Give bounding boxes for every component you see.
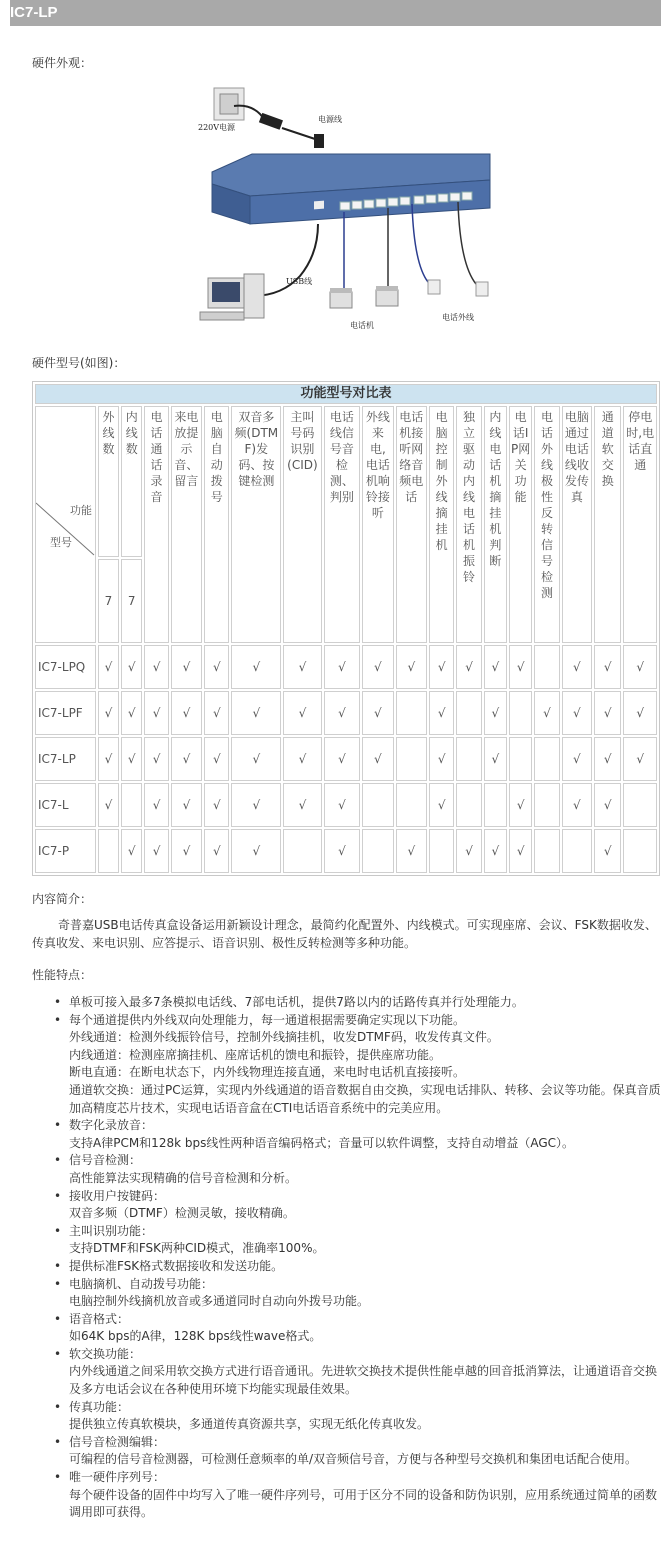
comparison-table-wrap — [32, 381, 660, 876]
feature-mark-cell: √ — [324, 691, 360, 735]
feature-title: 数字化录放音： — [69, 1118, 154, 1133]
feature-mark-cell: √ — [484, 737, 507, 781]
feature-mark-cell — [623, 829, 657, 873]
feature-detail: 提供独立传真软模块，多通道传真资源共享，实现无纸化传真收发。 — [69, 1417, 430, 1432]
feature-mark-cell: √ — [429, 691, 454, 735]
table-title: 功能型号对比表 — [35, 384, 657, 404]
feature-mark-cell: √ — [623, 645, 657, 689]
feature-mark-cell: √ — [562, 691, 592, 735]
feature-mark-cell: √ — [362, 691, 393, 735]
feature-item — [52, 1399, 662, 1434]
feature-mark-cell: √ — [594, 691, 621, 735]
feature-mark-cell: √ — [509, 783, 532, 827]
bullet-icon: • — [54, 995, 62, 1009]
model-cell: IC7-LP — [35, 737, 96, 781]
feature-mark-cell: √ — [171, 829, 202, 873]
model-cell: IC7-P — [35, 829, 96, 873]
feature-mark-cell: √ — [324, 829, 360, 873]
bullet-icon: • — [54, 1434, 62, 1449]
feature-detail: 支持A律PCM和128k bps线性两种语音编码格式；音量可以软件调整，支持自动增益（AGC）。 — [69, 1135, 575, 1150]
phone-icon — [330, 288, 352, 308]
feature-mark-cell: √ — [283, 783, 322, 827]
page-title: IC7-LP — [10, 0, 661, 26]
feature-detail: 外线通道：检测外线振铃信号，控制外线摘挂机，收发DTMF码，收发传真文件。 — [69, 1030, 499, 1045]
feature-mark-cell — [534, 737, 559, 781]
bullet-icon: • — [54, 1346, 62, 1361]
feature-detail: 断电直通：在断电状态下，内外线物理连接直通，来电时电话机直接接听。 — [69, 1065, 466, 1080]
feature-mark-cell — [534, 829, 559, 873]
feature-mark-cell: √ — [98, 783, 119, 827]
feature-detail: 内外线通道之间采用软交换方式进行语音通讯。先进软交换技术提供性能卓越的回音抵消算法，让通道语音交换及多方电话会议在各种使用环境下均能实现最佳效果。 — [69, 1364, 658, 1397]
feature-detail: 双音多频（DTMF）检测灵敏，接收精确。 — [69, 1206, 295, 1221]
feature-title: 软交换功能： — [69, 1346, 142, 1361]
feature-mark-cell: √ — [484, 645, 507, 689]
bullet-icon: • — [54, 1188, 62, 1203]
feature-mark-cell: √ — [594, 829, 621, 873]
feature-mark-cell: √ — [396, 645, 427, 689]
bullet-icon: • — [54, 1153, 62, 1168]
feature-mark-cell: √ — [231, 783, 281, 827]
feature-mark-cell — [534, 645, 559, 689]
bullet-icon: • — [54, 1258, 62, 1273]
table-row — [35, 829, 657, 873]
feature-mark-cell: √ — [121, 645, 142, 689]
model-cell: IC7-L — [35, 783, 96, 827]
feature-item — [52, 1223, 662, 1258]
feature-mark-cell — [121, 783, 142, 827]
feature-mark-cell — [623, 783, 657, 827]
feature-mark-cell: √ — [429, 737, 454, 781]
performance-label: 性能特点： — [32, 968, 93, 982]
feature-mark-cell — [396, 691, 427, 735]
feature-mark-cell: √ — [144, 829, 168, 873]
feature-mark-cell: √ — [204, 691, 229, 735]
feature-title: 唯一硬件序列号： — [69, 1470, 166, 1485]
feature-mark-cell — [429, 829, 454, 873]
column-header: 双音多频(DTMF)发码、按键检测 — [231, 406, 281, 643]
feature-mark-cell: √ — [623, 691, 657, 735]
feature-mark-cell: √ — [121, 691, 142, 735]
phone-icon — [376, 286, 398, 306]
feature-mark-cell: √ — [562, 737, 592, 781]
feature-mark-cell: √ — [98, 691, 119, 735]
feature-mark-cell: √ — [144, 645, 168, 689]
feature-mark-cell: √ — [171, 783, 202, 827]
column-header: 独立驱动内线电话机振铃 — [456, 406, 481, 643]
feature-mark-cell: √ — [594, 737, 621, 781]
feature-mark-cell: √ — [171, 737, 202, 781]
outside-line-label: 电话外线 — [442, 313, 474, 322]
feature-mark-cell: √ — [144, 783, 168, 827]
power-cable-label: 电源线 — [318, 115, 342, 124]
column-header: 通道软交换 — [594, 406, 621, 643]
feature-mark-cell: √ — [204, 783, 229, 827]
feature-mark-cell: √ — [594, 645, 621, 689]
feature-mark-cell: √ — [231, 829, 281, 873]
column-header: 内线数 — [121, 406, 142, 557]
feature-detail: 内线通道：检测座席摘挂机、座席话机的馈电和振铃，提供座席功能。 — [69, 1047, 442, 1062]
feature-title: 提供标准FSK格式数据接收和发送功能。 — [69, 1258, 284, 1273]
feature-mark-cell — [362, 783, 393, 827]
feature-mark-cell: √ — [171, 645, 202, 689]
feature-mark-cell: √ — [144, 691, 168, 735]
feature-item — [52, 1311, 662, 1346]
model-cell: IC7-LPF — [35, 691, 96, 735]
feature-mark-cell: √ — [144, 737, 168, 781]
bullet-icon: • — [54, 1118, 62, 1133]
feature-detail: 如64K bps的A律，128K bps线性wave格式。 — [69, 1329, 322, 1344]
column-header: 主叫号码识别(CID) — [283, 406, 322, 643]
bullet-icon: • — [54, 1276, 62, 1291]
feature-mark-cell — [509, 691, 532, 735]
feature-detail: 支持DTMF和FSK两种CID模式，准确率100%。 — [69, 1241, 325, 1256]
feature-mark-cell: √ — [121, 737, 142, 781]
feature-mark-cell: √ — [594, 783, 621, 827]
feature-title: 传真功能： — [69, 1399, 130, 1414]
feature-detail: 每个硬件设备的固件中均写入了唯一硬件序列号，可用于区分不同的设备和防伪识别，应用系统通过简单的函数调用即可获得。 — [69, 1487, 658, 1520]
feature-list — [52, 994, 662, 1522]
column-header: 电脑通过电话线收发传真 — [562, 406, 592, 643]
feature-mark-cell: √ — [98, 645, 119, 689]
feature-mark-cell: √ — [283, 737, 322, 781]
feature-mark-cell — [283, 829, 322, 873]
feature-mark-cell: √ — [204, 829, 229, 873]
feature-mark-cell: √ — [484, 691, 507, 735]
comparison-table — [32, 381, 660, 876]
table-corner-cell — [35, 406, 96, 643]
feature-item — [52, 1258, 662, 1276]
feature-title: 信号音检测： — [69, 1153, 142, 1168]
model-cell: IC7-LPQ — [35, 645, 96, 689]
feature-title: 语音格式： — [69, 1311, 130, 1326]
feature-mark-cell — [456, 783, 481, 827]
table-row — [35, 691, 657, 735]
column-header: 电话通话录音 — [144, 406, 168, 643]
column-header: 外线数 — [98, 406, 119, 557]
feature-title: 信号音检测编辑： — [69, 1434, 166, 1449]
column-header: 来电放提示音、留言 — [171, 406, 202, 643]
feature-mark-cell: √ — [98, 737, 119, 781]
feature-mark-cell — [562, 829, 592, 873]
corner-diagonal — [36, 407, 96, 643]
feature-detail: 通道软交换：通过PC运算，实现内外线通道的语音数据自由交换，实现电话排队、转移、会议等功能。保真音质加高精度芯片技术，实现电话语音盒在CTI电话语音系统中的完美应用。 — [69, 1082, 661, 1115]
feature-mark-cell: √ — [396, 829, 427, 873]
feature-mark-cell: √ — [204, 645, 229, 689]
feature-mark-cell — [509, 737, 532, 781]
feature-mark-cell — [396, 737, 427, 781]
feature-mark-cell: √ — [362, 645, 393, 689]
feature-mark-cell: √ — [171, 691, 202, 735]
feature-mark-cell: √ — [456, 645, 481, 689]
column-header: 电话机接听网络音频电话 — [396, 406, 427, 643]
feature-mark-cell: √ — [121, 829, 142, 873]
hardware-diagram — [190, 84, 500, 334]
feature-mark-cell — [98, 829, 119, 873]
column-header: 停电时,电话直通 — [623, 406, 657, 643]
feature-mark-cell: √ — [231, 691, 281, 735]
feature-mark-cell: √ — [509, 829, 532, 873]
feature-mark-cell — [362, 829, 393, 873]
column-header: 电脑控制外线摘挂机 — [429, 406, 454, 643]
feature-item — [52, 1346, 662, 1399]
feature-mark-cell: √ — [562, 645, 592, 689]
feature-mark-cell: √ — [456, 829, 481, 873]
feature-title: 电脑摘机、自动拨号功能： — [69, 1276, 214, 1291]
column-header: 内线电话机摘挂机判断 — [484, 406, 507, 643]
line-count-cell: 7 — [121, 559, 142, 643]
feature-mark-cell: √ — [283, 691, 322, 735]
feature-item — [52, 1117, 662, 1152]
feature-item — [52, 1152, 662, 1187]
column-header: 电话线信号音检测、判别 — [324, 406, 360, 643]
feature-mark-cell — [456, 691, 481, 735]
feature-item — [52, 1434, 662, 1469]
feature-mark-cell: √ — [484, 829, 507, 873]
usb-cable-label: USB线 — [286, 277, 313, 286]
bullet-icon: • — [54, 1399, 62, 1414]
feature-mark-cell: √ — [231, 645, 281, 689]
bullet-icon: • — [54, 1012, 62, 1027]
bullet-icon: • — [54, 1470, 62, 1485]
phone-label: 电话机 — [350, 321, 374, 330]
feature-mark-cell — [534, 783, 559, 827]
feature-mark-cell — [456, 737, 481, 781]
feature-mark-cell: √ — [324, 737, 360, 781]
table-row — [35, 783, 657, 827]
feature-mark-cell: √ — [283, 645, 322, 689]
feature-mark-cell: √ — [231, 737, 281, 781]
feature-mark-cell: √ — [429, 783, 454, 827]
feature-item — [52, 1188, 662, 1223]
column-header: 外线来电,电话机响铃接听 — [362, 406, 393, 643]
feature-item — [52, 994, 662, 1012]
feature-mark-cell: √ — [204, 737, 229, 781]
feature-mark-cell — [396, 783, 427, 827]
power-220v-label: 220V电源 — [198, 123, 236, 132]
intro-label: 内容简介： — [32, 892, 93, 906]
line-count-cell: 7 — [98, 559, 119, 643]
feature-mark-cell: √ — [324, 783, 360, 827]
feature-mark-cell: √ — [509, 645, 532, 689]
column-header: 电话外线极性反转信号检测 — [534, 406, 559, 643]
feature-title: 每个通道提供内外线双向处理能力，每一通道根据需要确定实现以下功能。 — [69, 1012, 466, 1027]
feature-mark-cell: √ — [534, 691, 559, 735]
feature-item — [52, 1012, 662, 1118]
feature-title: 主叫识别功能： — [69, 1223, 154, 1238]
bullet-icon: • — [54, 1311, 62, 1326]
column-header: 电话IP网关功能 — [509, 406, 532, 643]
feature-item — [52, 1469, 662, 1522]
model-label: 硬件型号(如图)： — [32, 356, 126, 370]
intro-text: 奇普嘉USB电话传真盒设备运用新颖设计理念，最简约化配置外、内线模式。可实现座席、会议、FSK数据收发、传真收发、来电识别、应答提示、语音识别、极性反转检测等多种功能。 — [32, 918, 657, 950]
column-header: 电脑自动拨号 — [204, 406, 229, 643]
feature-title: 单板可接入最多7条模拟电话线、7部电话机，提供7路以内的话路传真并行处理能力。 — [69, 995, 524, 1009]
feature-mark-cell — [484, 783, 507, 827]
corner-function-label: 功能 — [70, 504, 92, 517]
feature-detail: 高性能算法实现精确的信号音检测和分析。 — [69, 1170, 298, 1185]
corner-model-label: 型号 — [50, 536, 72, 549]
feature-mark-cell: √ — [429, 645, 454, 689]
feature-detail: 可编程的信号音检测器，可检测任意频率的单/双音频信号音，方便与各种型号交换机和集团电话配合使用。 — [69, 1452, 638, 1467]
feature-title: 接收用户按键码： — [69, 1188, 166, 1203]
bullet-icon: • — [54, 1223, 62, 1238]
feature-mark-cell: √ — [324, 645, 360, 689]
feature-mark-cell: √ — [562, 783, 592, 827]
table-row — [35, 737, 657, 781]
table-row — [35, 645, 657, 689]
feature-item — [52, 1276, 662, 1311]
feature-mark-cell: √ — [623, 737, 657, 781]
feature-detail: 电脑控制外线摘机放音或多通道同时自动向外拨号功能。 — [69, 1294, 370, 1309]
feature-mark-cell: √ — [362, 737, 393, 781]
hardware-label: 硬件外观： — [32, 56, 93, 70]
